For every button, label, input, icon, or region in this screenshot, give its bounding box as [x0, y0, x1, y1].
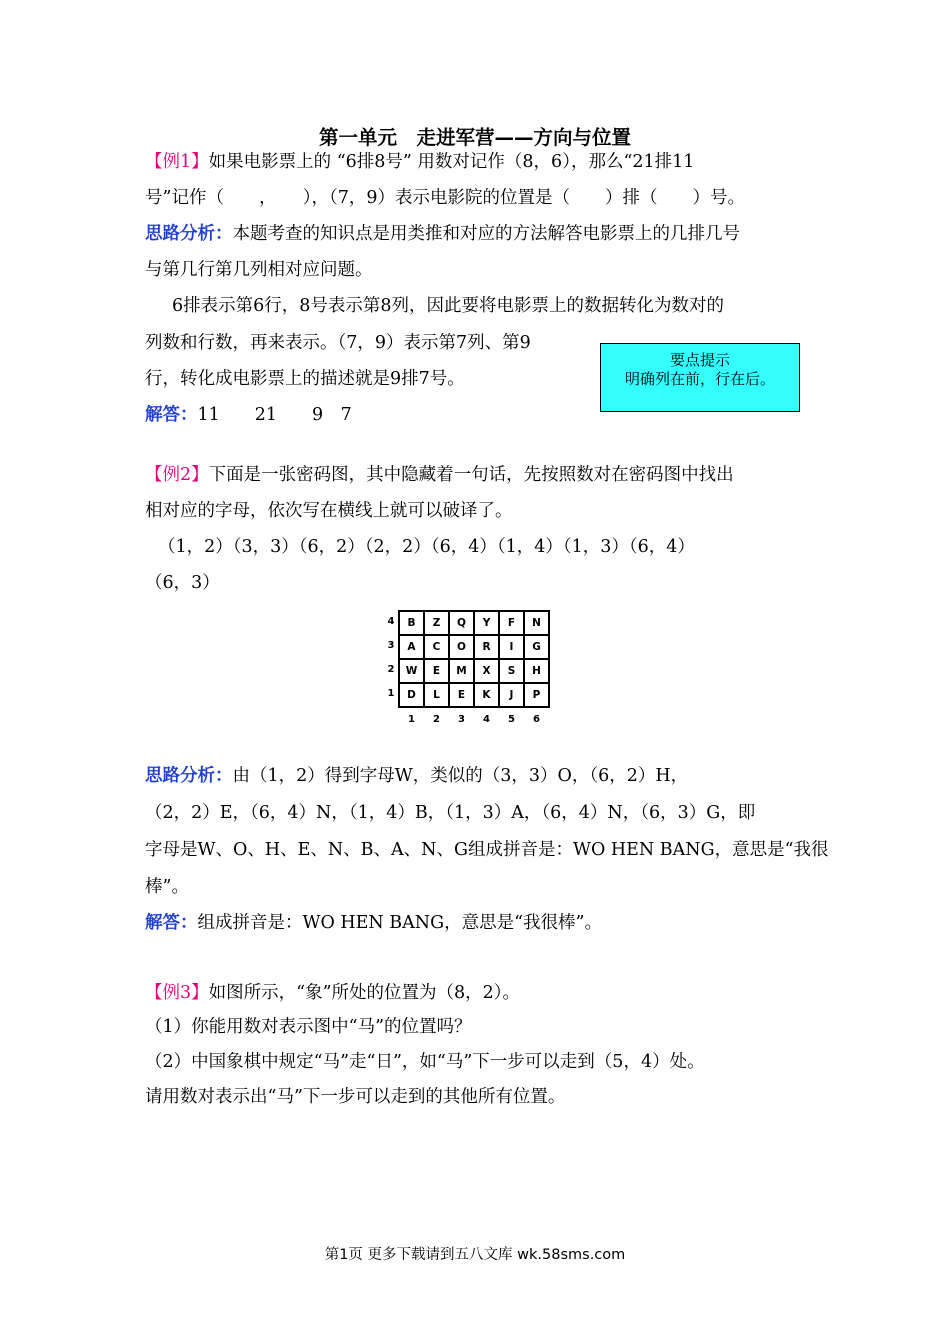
row-label: 3: [387, 640, 395, 651]
col-label: 1: [408, 714, 415, 725]
tip-box: [600, 343, 800, 412]
ex1-answer-text: 11 21 9 7: [197, 405, 352, 425]
ex3-tag: 【例3】: [145, 983, 209, 1003]
grid-cell: X: [474, 659, 499, 683]
grid-cell: K: [474, 683, 499, 707]
row-label: 1: [387, 688, 395, 699]
ex3-question3: 请用数对表示出“马”下一步可以走到的其他所有位置。: [145, 1087, 566, 1107]
ex3-text1: 如图所示，“象”所处的位置为（8，2）。: [208, 983, 521, 1003]
grid-cell: N: [524, 611, 549, 635]
cipher-grid: [398, 610, 550, 708]
grid-cell: L: [424, 683, 449, 707]
ex1-analysis-line5: 行，转化成电影票上的描述就是9排7号。: [145, 369, 465, 389]
col-label: 5: [508, 714, 515, 725]
ex1-analysis-label: 思路分析：: [145, 224, 233, 244]
ex2-pairs-line2: （6，3）: [145, 573, 220, 593]
ex1-analysis-line1: [145, 222, 740, 246]
ex2-answer-text: 组成拼音是：WO HEN BANG，意思是“我很棒”。: [197, 913, 602, 933]
ex2-tag: 【例2】: [145, 465, 209, 485]
page-footer: 第1页 更多下载请到五八文库 wk.58sms.com: [324, 1247, 626, 1263]
ex2-analysis-line4: 棒”。: [145, 877, 189, 897]
tip-title: 要点提示: [669, 351, 730, 369]
row-label: 4: [387, 616, 395, 627]
ex2-line2: 相对应的字母，依次写在横线上就可以破译了。: [145, 501, 513, 521]
ex3-line1: [145, 981, 520, 1005]
grid-cell: O: [449, 635, 474, 659]
grid-cell: M: [449, 659, 474, 683]
grid-cell: Y: [474, 611, 499, 635]
ex2-analysis-line1: [145, 764, 688, 788]
grid-cell: R: [474, 635, 499, 659]
col-label: 4: [483, 714, 490, 725]
ex2-answer-line: [145, 911, 602, 935]
tip-text: 明确列在前，行在后。: [624, 370, 775, 388]
grid-cell: E: [424, 659, 449, 683]
ex2-analysis-label: 思路分析：: [145, 766, 233, 786]
grid-cell: D: [399, 683, 424, 707]
grid-cell: B: [399, 611, 424, 635]
grid-cell: I: [499, 635, 524, 659]
grid-cell: G: [524, 635, 549, 659]
ex1-answer-label: 解答：: [145, 405, 198, 425]
grid-cell: H: [524, 659, 549, 683]
ex1-tag: 【例1】: [145, 152, 209, 172]
grid-cell: F: [499, 611, 524, 635]
grid-cell: Z: [424, 611, 449, 635]
ex2-analysis-text1: 由（1，2）得到字母W，类似的（3，3）O，（6，2）H，: [232, 766, 689, 786]
col-label: 3: [458, 714, 465, 725]
ex1-analysis-text1: 本题考查的知识点是用类推和对应的方法解答电影票上的几排几号: [232, 224, 740, 244]
ex2-analysis-line3: 字母是W、O、H、E、N、B、A、N、G组成拼音是：WO HEN BANG，意思是“我很: [145, 840, 829, 860]
grid-cell: S: [499, 659, 524, 683]
ex2-analysis-line2: （2，2）E，（6，4）N，（1，4）B，（1，3）A，（6，4）N，（6，3）G，即: [145, 803, 756, 823]
ex1-analysis-line3: 6排表示第6行，8号表示第8列，因此要将电影票上的数据转化为数对的: [172, 296, 725, 316]
ex2-answer-label: 解答：: [145, 913, 198, 933]
ex3-question2: （2）中国象棋中规定“马”走“日”，如“马”下一步可以走到（5，4）处。: [145, 1052, 705, 1072]
ex2-text1: 下面是一张密码图，其中隐藏着一句话，先按照数对在密码图中找出: [208, 465, 734, 485]
grid-cell: W: [399, 659, 424, 683]
page-title: 第一单元 走进军营——方向与位置: [318, 126, 631, 149]
grid-cell: C: [424, 635, 449, 659]
ex1-line2: 号”记作（ ， ），（7，9）表示电影院的位置是（ ）排（ ）号。: [145, 188, 745, 208]
ex1-analysis-line2: 与第几行第几列相对应问题。: [145, 260, 373, 280]
ex2-line1: [145, 463, 734, 487]
col-label: 2: [433, 714, 440, 725]
ex1-text1: 如果电影票上的 “6排8号” 用数对记作（8，6），那么“21排11: [208, 152, 695, 172]
ex1-analysis-line4: 列数和行数，再来表示。（7，9）表示第7列、第9: [145, 333, 531, 353]
col-label: 6: [533, 714, 540, 725]
ex1-answer-line: [145, 403, 352, 427]
ex3-question1: （1）你能用数对表示图中“马”的位置吗？: [145, 1017, 472, 1037]
grid-cell: A: [399, 635, 424, 659]
grid-cell: Q: [449, 611, 474, 635]
grid-cell: P: [524, 683, 549, 707]
grid-cell: J: [499, 683, 524, 707]
row-label: 2: [387, 664, 395, 675]
ex2-pairs-line1: （1，2）（3，3）（6，2）（2，2）（6，4）（1，4）（1，3）（6，4）: [158, 537, 695, 557]
ex1-line1: [145, 150, 694, 174]
grid-cell: E: [449, 683, 474, 707]
cipher-grid-figure: [380, 606, 560, 732]
